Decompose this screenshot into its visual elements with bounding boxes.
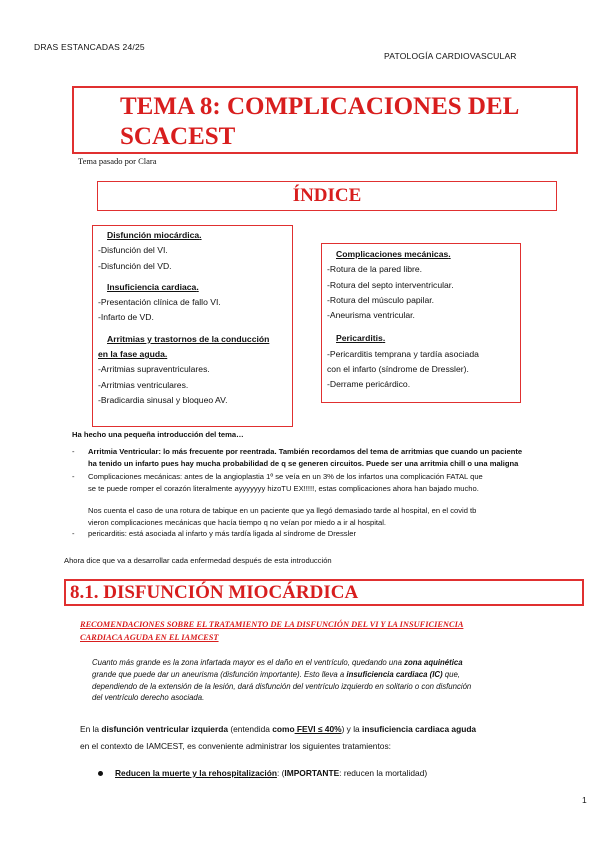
index-left-heading-3b: en la fase aguda.: [98, 349, 168, 360]
title-note: Tema pasado por Clara: [78, 156, 157, 166]
index-item: -Arritmias ventriculares.: [98, 379, 189, 390]
title-line-2: SCACEST: [120, 123, 236, 150]
index-left-box: [92, 225, 293, 427]
intro-paragraph: Nos cuenta el caso de una rotura de tabique en un paciente que ya llegó demasiado tarde al hospital, en el covid tb vieron complicaciones mecánicas que hacía tiempo q no veían por miedo a ir al hospital.: [88, 506, 477, 527]
intro-lead: Ha hecho una pequeña introducción del tema…: [72, 430, 244, 439]
main-paragraph: En la disfunción ventricular izquierda (entendida como FEVI ≤ 40%) y la insuficiencia cardiaca aguda en el contexto de IAMCEST, es conveniente administrar los siguientes tratamientos:: [80, 724, 477, 751]
page-number: 1: [582, 795, 587, 805]
index-item: -Disfunción del VI.: [98, 245, 168, 256]
index-item: -Pericarditis temprana y tardía asociada: [327, 348, 479, 359]
intro-bullet-3: - pericarditis: está asociada al infarto y más tardía ligada al síndrome de Dressler: [72, 529, 357, 538]
index-item: con el infarto (síndrome de Dressler).: [327, 364, 469, 375]
index-left-heading-2: Insuficiencia cardiaca.: [107, 281, 199, 292]
index-right-heading-1: Complicaciones mecánicas.: [336, 249, 451, 259]
section-heading-box: [64, 579, 584, 606]
header-right: PATOLOGÍA CARDIOVASCULAR: [384, 51, 517, 61]
index-left-heading-1: Disfunción miocárdica.: [107, 230, 202, 240]
bullet-dot-icon: [98, 771, 103, 776]
index-item: -Arritmias supraventriculares.: [98, 364, 210, 375]
treatment-bullet: Reducen la muerte y la rehospitalización: (IMPORTANTE: reducen la mortalidad): [98, 768, 427, 778]
intro-bullet-1: - Arritmia Ventricular: lo más frecuente por reentrada. También recordamos del tema de arritmias que cuando un paciente ha tenido un infarto pues hay mucha probabilidad de q se generen circuitos. Puede ser una arritmia chill o una maligna: [72, 447, 523, 468]
index-heading: ÍNDICE: [292, 185, 362, 206]
index-item: -Derrame pericárdico.: [327, 379, 411, 390]
index-heading-box: [97, 181, 557, 211]
index-item: -Bradicardia sinusal y bloqueo AV.: [98, 394, 228, 405]
title-line-1: TEMA 8: COMPLICACIONES DEL: [120, 93, 520, 120]
index-left-heading-3: Arritmias y trastornos de la conducción: [107, 333, 270, 344]
quote-paragraph: Cuanto más grande es la zona infartada mayor es el daño en el ventrículo, quedando una zona aquinética grande que puede dar un aneurisma (disfunción importante). Esto lleva a insuficiencia cardiaca (IC) que, dependiendo de la extensión de la lesión, dará disfunción del ventrículo izquierdo en solitario o con disfunción del ventrículo derecho asociada.: [92, 658, 472, 703]
index-item: -Rotura de la pared libre.: [327, 264, 423, 275]
intro-closing: Ahora dice que va a desarrollar cada enfermedad después de esta introducción: [64, 556, 332, 565]
section-heading: 8.1. DISFUNCIÓN MIOCÁRDICA: [70, 582, 359, 603]
index-item: -Rotura del septo interventricular.: [327, 279, 454, 290]
intro-bullet-2: - Complicaciones mecánicas: antes de la angioplastia 1º se veía en un 3% de los infartos una complicación FATAL que se te puede romper el corazón literalmente ayyyyyyy hizoTU EX!!!!!, estas complicaciones ahora han bajado mucho.: [72, 472, 483, 493]
recommendations-title: RECOMENDACIONES SOBRE EL TRATAMIENTO DE LA DISFUNCIÓN DEL VI Y LA INSUFICIENCIA CARDIACA AGUDA EN EL IAMCEST: [80, 620, 464, 642]
header-left: DRAS ESTANCADAS 24/25: [34, 42, 145, 52]
index-left-content: [98, 228, 293, 408]
index-item: -Aneurisma ventricular.: [327, 310, 415, 321]
index-right-box: [321, 243, 521, 403]
intro-block: [72, 446, 592, 540]
index-item: -Disfunción del VD.: [98, 260, 172, 271]
title-box: [72, 86, 578, 154]
index-right-content: [327, 247, 521, 393]
index-item: -Presentación clínica de fallo VI.: [98, 297, 221, 308]
index-right-heading-2: Pericarditis.: [336, 333, 386, 344]
index-item: -Rotura del músculo papilar.: [327, 294, 434, 305]
index-item: -Infarto de VD.: [98, 312, 154, 323]
